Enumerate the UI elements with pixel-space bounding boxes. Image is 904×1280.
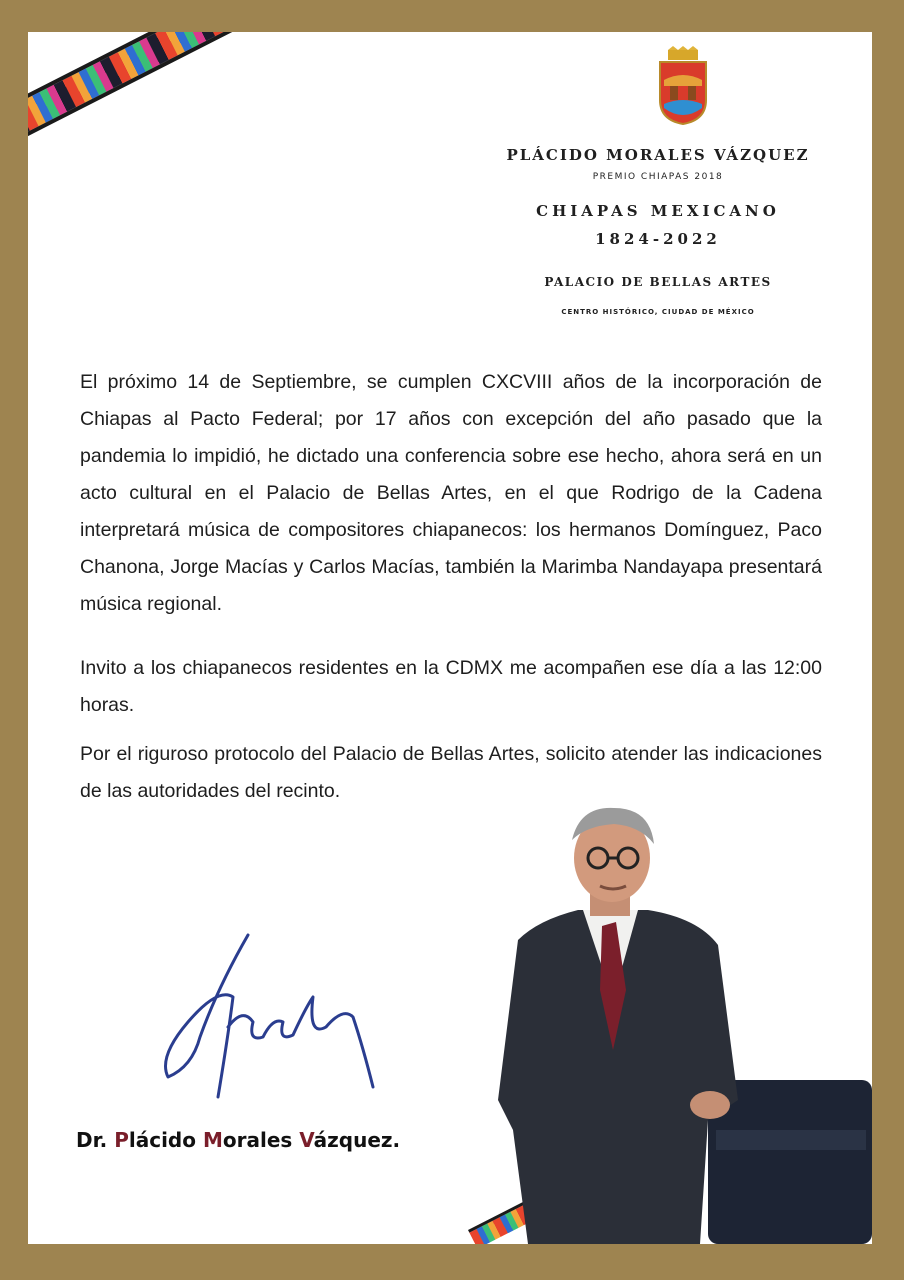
header-venue: PALACIO DE BELLAS ARTES xyxy=(544,275,772,289)
signer-third-rest: ázquez. xyxy=(313,1128,401,1152)
embroidered-ribbon xyxy=(28,32,449,158)
body-paragraph-3: Por el riguroso protocolo del Palacio de Bellas Artes, solicito atender las indicaciones de las autoridades del recinto. xyxy=(80,743,822,802)
body-paragraph-1: El próximo 14 de Septiembre, se cumplen CXCVIII años de la incorporación de Chiapas al Pacto Federal; por 17 años con excepción del año pasado que la pandemia lo impidió, he dictado una conferencia sobre ese hecho, ahora será en un acto cultural en el Palacio de Bellas Artes, en el que Rodrigo de la Cadena interpretará música de compositores chiapanecos: los hermanos Domínguez, Paco Chanona, Jorge Macías y Carlos Macías, también la Marimba Nandayapa presentará música regional. xyxy=(80,371,822,615)
chiapas-coat-of-arms-icon xyxy=(656,46,710,126)
handwritten-signature xyxy=(148,927,378,1112)
signer-name xyxy=(76,1128,400,1152)
header-event-title: CHIAPAS MEXICANO xyxy=(536,202,780,220)
signer-title: Dr. xyxy=(76,1128,115,1152)
portrait-photo xyxy=(468,800,872,1244)
header-location: CENTRO HISTÓRICO, CIUDAD DE MÉXICO xyxy=(561,308,755,316)
header-award: PREMIO CHIAPAS 2018 xyxy=(592,172,724,182)
signer-initial-v: V xyxy=(299,1128,314,1152)
signer-first-rest: lácido xyxy=(128,1128,203,1152)
header-years: 1824-2022 xyxy=(595,230,721,248)
body-paragraph-2: Invito a los chiapanecos residentes en la CDMX me acompañen ese día a las 12:00 horas. xyxy=(80,657,822,716)
header-name: PLÁCIDO MORALES VÁZQUEZ xyxy=(506,146,810,164)
signer-initial-p: P xyxy=(114,1128,129,1152)
signer-initial-m: M xyxy=(202,1128,223,1152)
signer-second-rest: orales xyxy=(222,1128,300,1152)
invitation-sheet xyxy=(28,32,872,1244)
